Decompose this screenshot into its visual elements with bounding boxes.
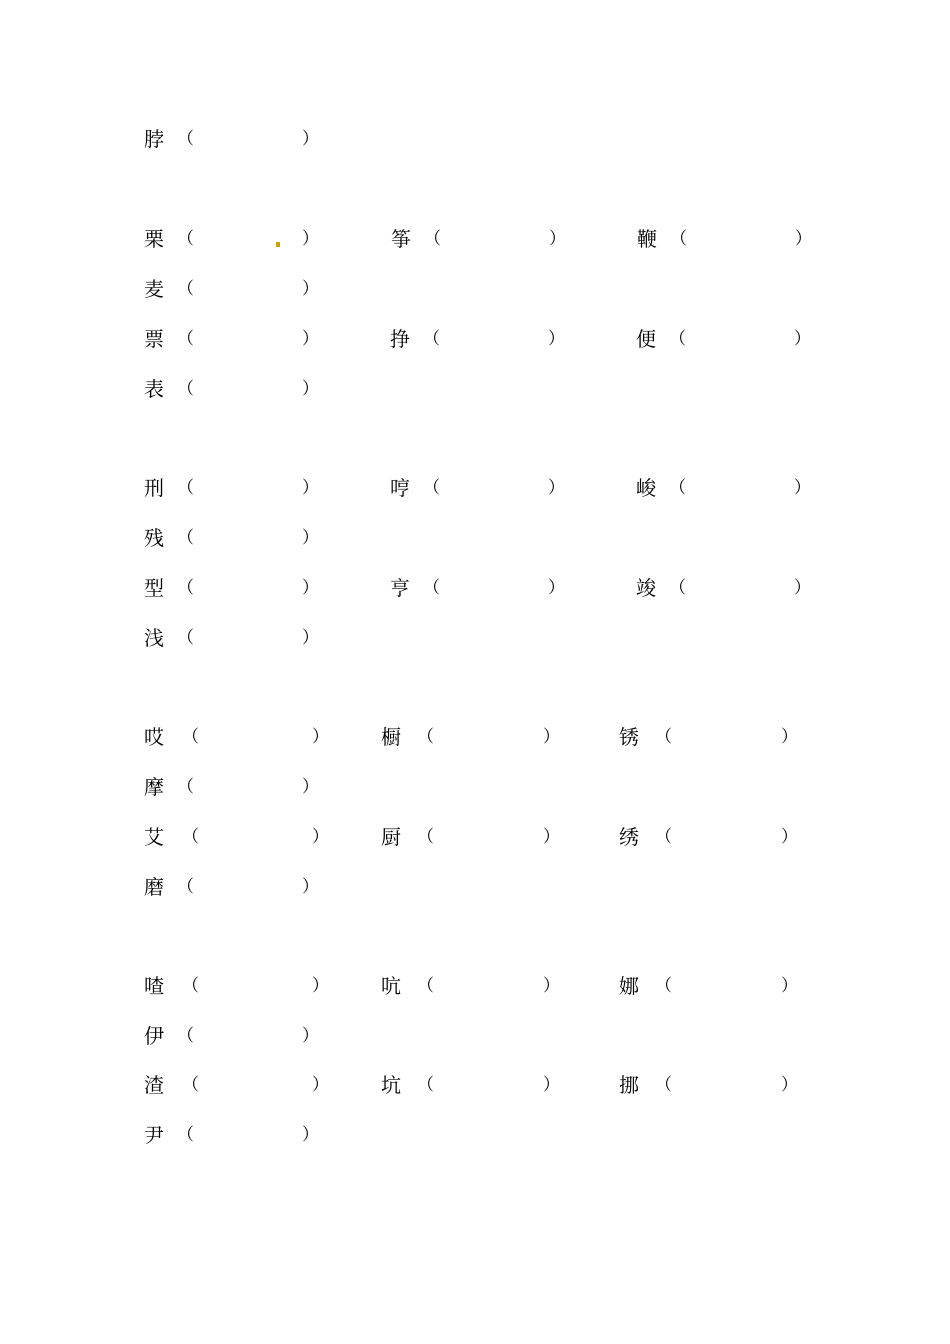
character: 便 xyxy=(636,327,656,351)
character: 伊 xyxy=(144,1024,164,1048)
answer-blank-open: （ xyxy=(670,229,687,249)
character: 艾 xyxy=(144,825,164,849)
character: 挪 xyxy=(619,1073,639,1097)
answer-blank-close: ） xyxy=(302,777,319,797)
character: 尹 xyxy=(144,1123,164,1147)
answer-blank-open: （ xyxy=(177,379,194,399)
answer-blank-close: ） xyxy=(302,329,319,349)
character: 筝 xyxy=(391,227,411,251)
character: 锈 xyxy=(619,725,639,749)
answer-blank-close: ） xyxy=(302,229,319,249)
character: 票 xyxy=(144,327,164,351)
character: 磨 xyxy=(144,875,164,899)
answer-blank-close: ） xyxy=(543,1075,560,1095)
answer-blank-close: ） xyxy=(302,279,319,299)
answer-blank-close: ） xyxy=(302,528,319,548)
character: 坑 xyxy=(381,1073,401,1097)
answer-blank-close: ） xyxy=(543,727,560,747)
answer-blank-open: （ xyxy=(417,976,434,996)
answer-blank-open: （ xyxy=(655,827,672,847)
answer-blank-close: ） xyxy=(794,478,811,498)
character: 摩 xyxy=(144,775,164,799)
answer-blank-close: ） xyxy=(302,1026,319,1046)
answer-blank-open: （ xyxy=(182,1075,199,1095)
answer-blank-open: （ xyxy=(669,478,686,498)
character: 表 xyxy=(144,377,164,401)
character: 吭 xyxy=(381,974,401,998)
answer-blank-close: ） xyxy=(781,1075,798,1095)
answer-blank-close: ） xyxy=(312,1075,329,1095)
character: 橱 xyxy=(381,725,401,749)
answer-blank-open: （ xyxy=(177,578,194,598)
answer-blank-open: （ xyxy=(177,1125,194,1145)
answer-blank-open: （ xyxy=(177,777,194,797)
answer-blank-close: ） xyxy=(781,827,798,847)
answer-blank-close: ） xyxy=(794,578,811,598)
answer-blank-open: （ xyxy=(424,229,441,249)
answer-blank-open: （ xyxy=(177,129,194,149)
answer-blank-open: （ xyxy=(177,1026,194,1046)
answer-blank-close: ） xyxy=(302,478,319,498)
answer-blank-open: （ xyxy=(177,478,194,498)
answer-blank-open: （ xyxy=(182,827,199,847)
character: 刑 xyxy=(144,476,164,500)
character: 浅 xyxy=(144,626,164,650)
character: 哎 xyxy=(144,725,164,749)
answer-blank-open: （ xyxy=(417,827,434,847)
character: 型 xyxy=(144,576,164,600)
answer-blank-open: （ xyxy=(423,578,440,598)
character: 残 xyxy=(144,526,164,550)
answer-blank-open: （ xyxy=(655,727,672,747)
answer-blank-open: （ xyxy=(669,329,686,349)
answer-blank-close: ） xyxy=(548,478,565,498)
answer-blank-close: ） xyxy=(302,1125,319,1145)
answer-blank-close: ） xyxy=(543,827,560,847)
answer-blank-close: ） xyxy=(543,976,560,996)
answer-blank-open: （ xyxy=(655,1075,672,1095)
answer-blank-close: ） xyxy=(302,578,319,598)
answer-blank-close: ） xyxy=(312,976,329,996)
character: 亨 xyxy=(390,576,410,600)
answer-blank-close: ） xyxy=(302,628,319,648)
answer-blank-open: （ xyxy=(417,727,434,747)
answer-blank-open: （ xyxy=(177,229,194,249)
character: 绣 xyxy=(619,825,639,849)
answer-blank-open: （ xyxy=(177,628,194,648)
answer-blank-open: （ xyxy=(177,279,194,299)
answer-blank-open: （ xyxy=(182,976,199,996)
character: 鞭 xyxy=(637,227,657,251)
answer-blank-open: （ xyxy=(423,478,440,498)
answer-blank-close: ） xyxy=(302,129,319,149)
answer-blank-close: ） xyxy=(794,329,811,349)
answer-blank-close: ） xyxy=(781,727,798,747)
answer-blank-close: ） xyxy=(795,229,812,249)
answer-blank-close: ） xyxy=(781,976,798,996)
answer-blank-close: ） xyxy=(312,727,329,747)
answer-blank-close: ） xyxy=(302,379,319,399)
answer-blank-open: （ xyxy=(417,1075,434,1095)
answer-blank-open: （ xyxy=(423,329,440,349)
answer-blank-close: ） xyxy=(302,877,319,897)
answer-blank-close: ） xyxy=(548,329,565,349)
character: 峻 xyxy=(636,476,656,500)
character: 栗 xyxy=(144,227,164,251)
answer-blank-close: ） xyxy=(548,578,565,598)
answer-blank-open: （ xyxy=(669,578,686,598)
answer-blank-open: （ xyxy=(177,329,194,349)
answer-blank-close: ） xyxy=(549,229,566,249)
answer-blank-open: （ xyxy=(655,976,672,996)
character: 娜 xyxy=(619,974,639,998)
character: 厨 xyxy=(381,825,401,849)
character: 挣 xyxy=(390,327,410,351)
character: 哼 xyxy=(390,476,410,500)
character: 渣 xyxy=(144,1073,164,1097)
answer-blank-open: （ xyxy=(177,877,194,897)
character: 脖 xyxy=(144,127,164,151)
stray-mark xyxy=(276,242,280,247)
character: 竣 xyxy=(636,576,656,600)
answer-blank-open: （ xyxy=(182,727,199,747)
answer-blank-open: （ xyxy=(177,528,194,548)
character: 麦 xyxy=(144,277,164,301)
answer-blank-close: ） xyxy=(312,827,329,847)
character: 喳 xyxy=(144,974,164,998)
